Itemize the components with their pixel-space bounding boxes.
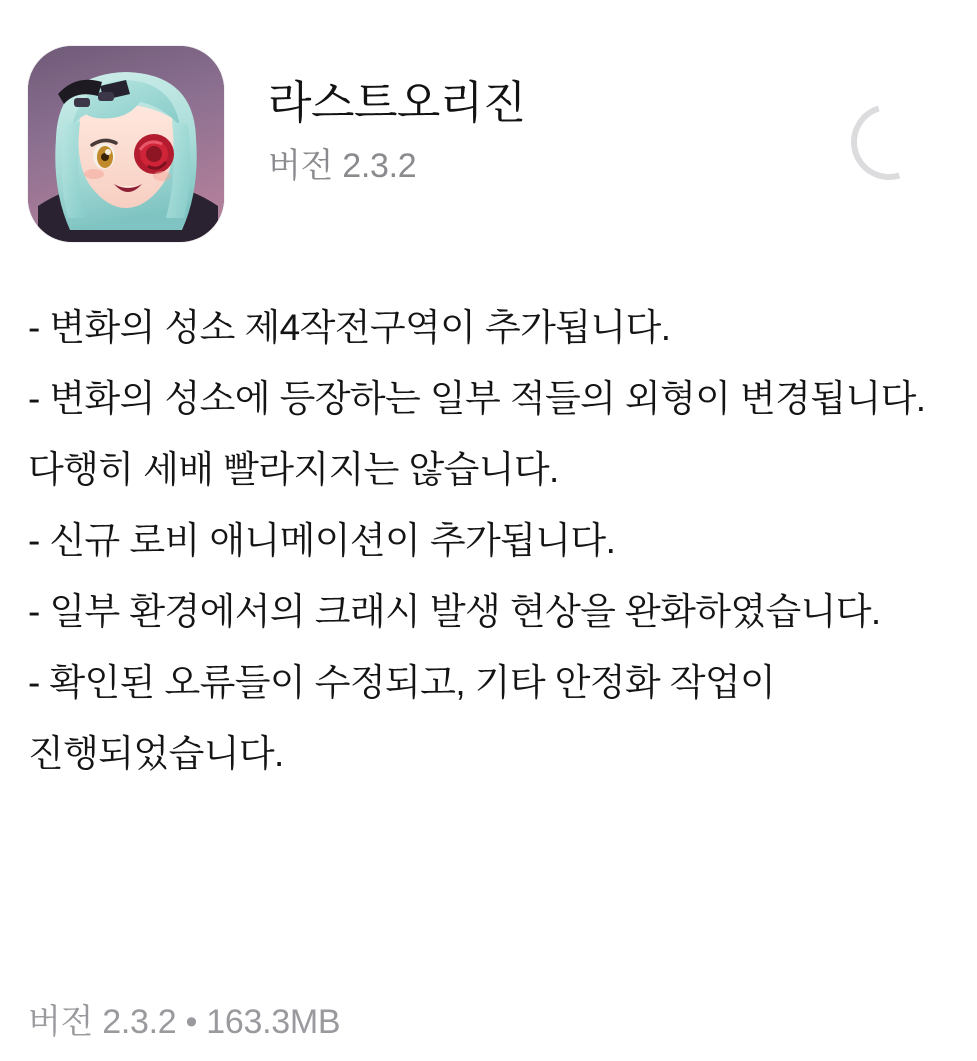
footer (0, 1002, 977, 1061)
app-title: 라스트오리진 (268, 77, 526, 128)
release-note-line: - 일부 환경에서의 크래시 발생 현상을 완화하였습니다. (28, 591, 881, 632)
app-header (0, 0, 977, 250)
app-header-text (224, 46, 851, 187)
release-note-line: - 변화의 성소에 등장하는 일부 적들의 외형이 변경됩니다. (28, 378, 926, 419)
release-note-line: - 신규 로비 애니메이션이 추가됩니다. (28, 520, 616, 561)
loading-spinner-icon (838, 91, 941, 194)
app-icon-last-origin[interactable] (28, 46, 224, 242)
release-note-line: - 확인된 오류들이 수정되고, 기타 안정화 작업이 진행되었습니다. (28, 662, 776, 774)
release-note-line: - 변화의 성소 제4작전구역이 추가됩니다. (28, 307, 671, 348)
release-note-line: 다행히 세배 빨라지지는 않습니다. (28, 449, 559, 490)
release-notes (0, 250, 977, 789)
loading-spinner-wrap (851, 46, 945, 180)
app-version-label: 버전 2.3.2 (268, 147, 417, 185)
version-size-meta: 버전 2.3.2 • 163.3MB (28, 1003, 341, 1042)
